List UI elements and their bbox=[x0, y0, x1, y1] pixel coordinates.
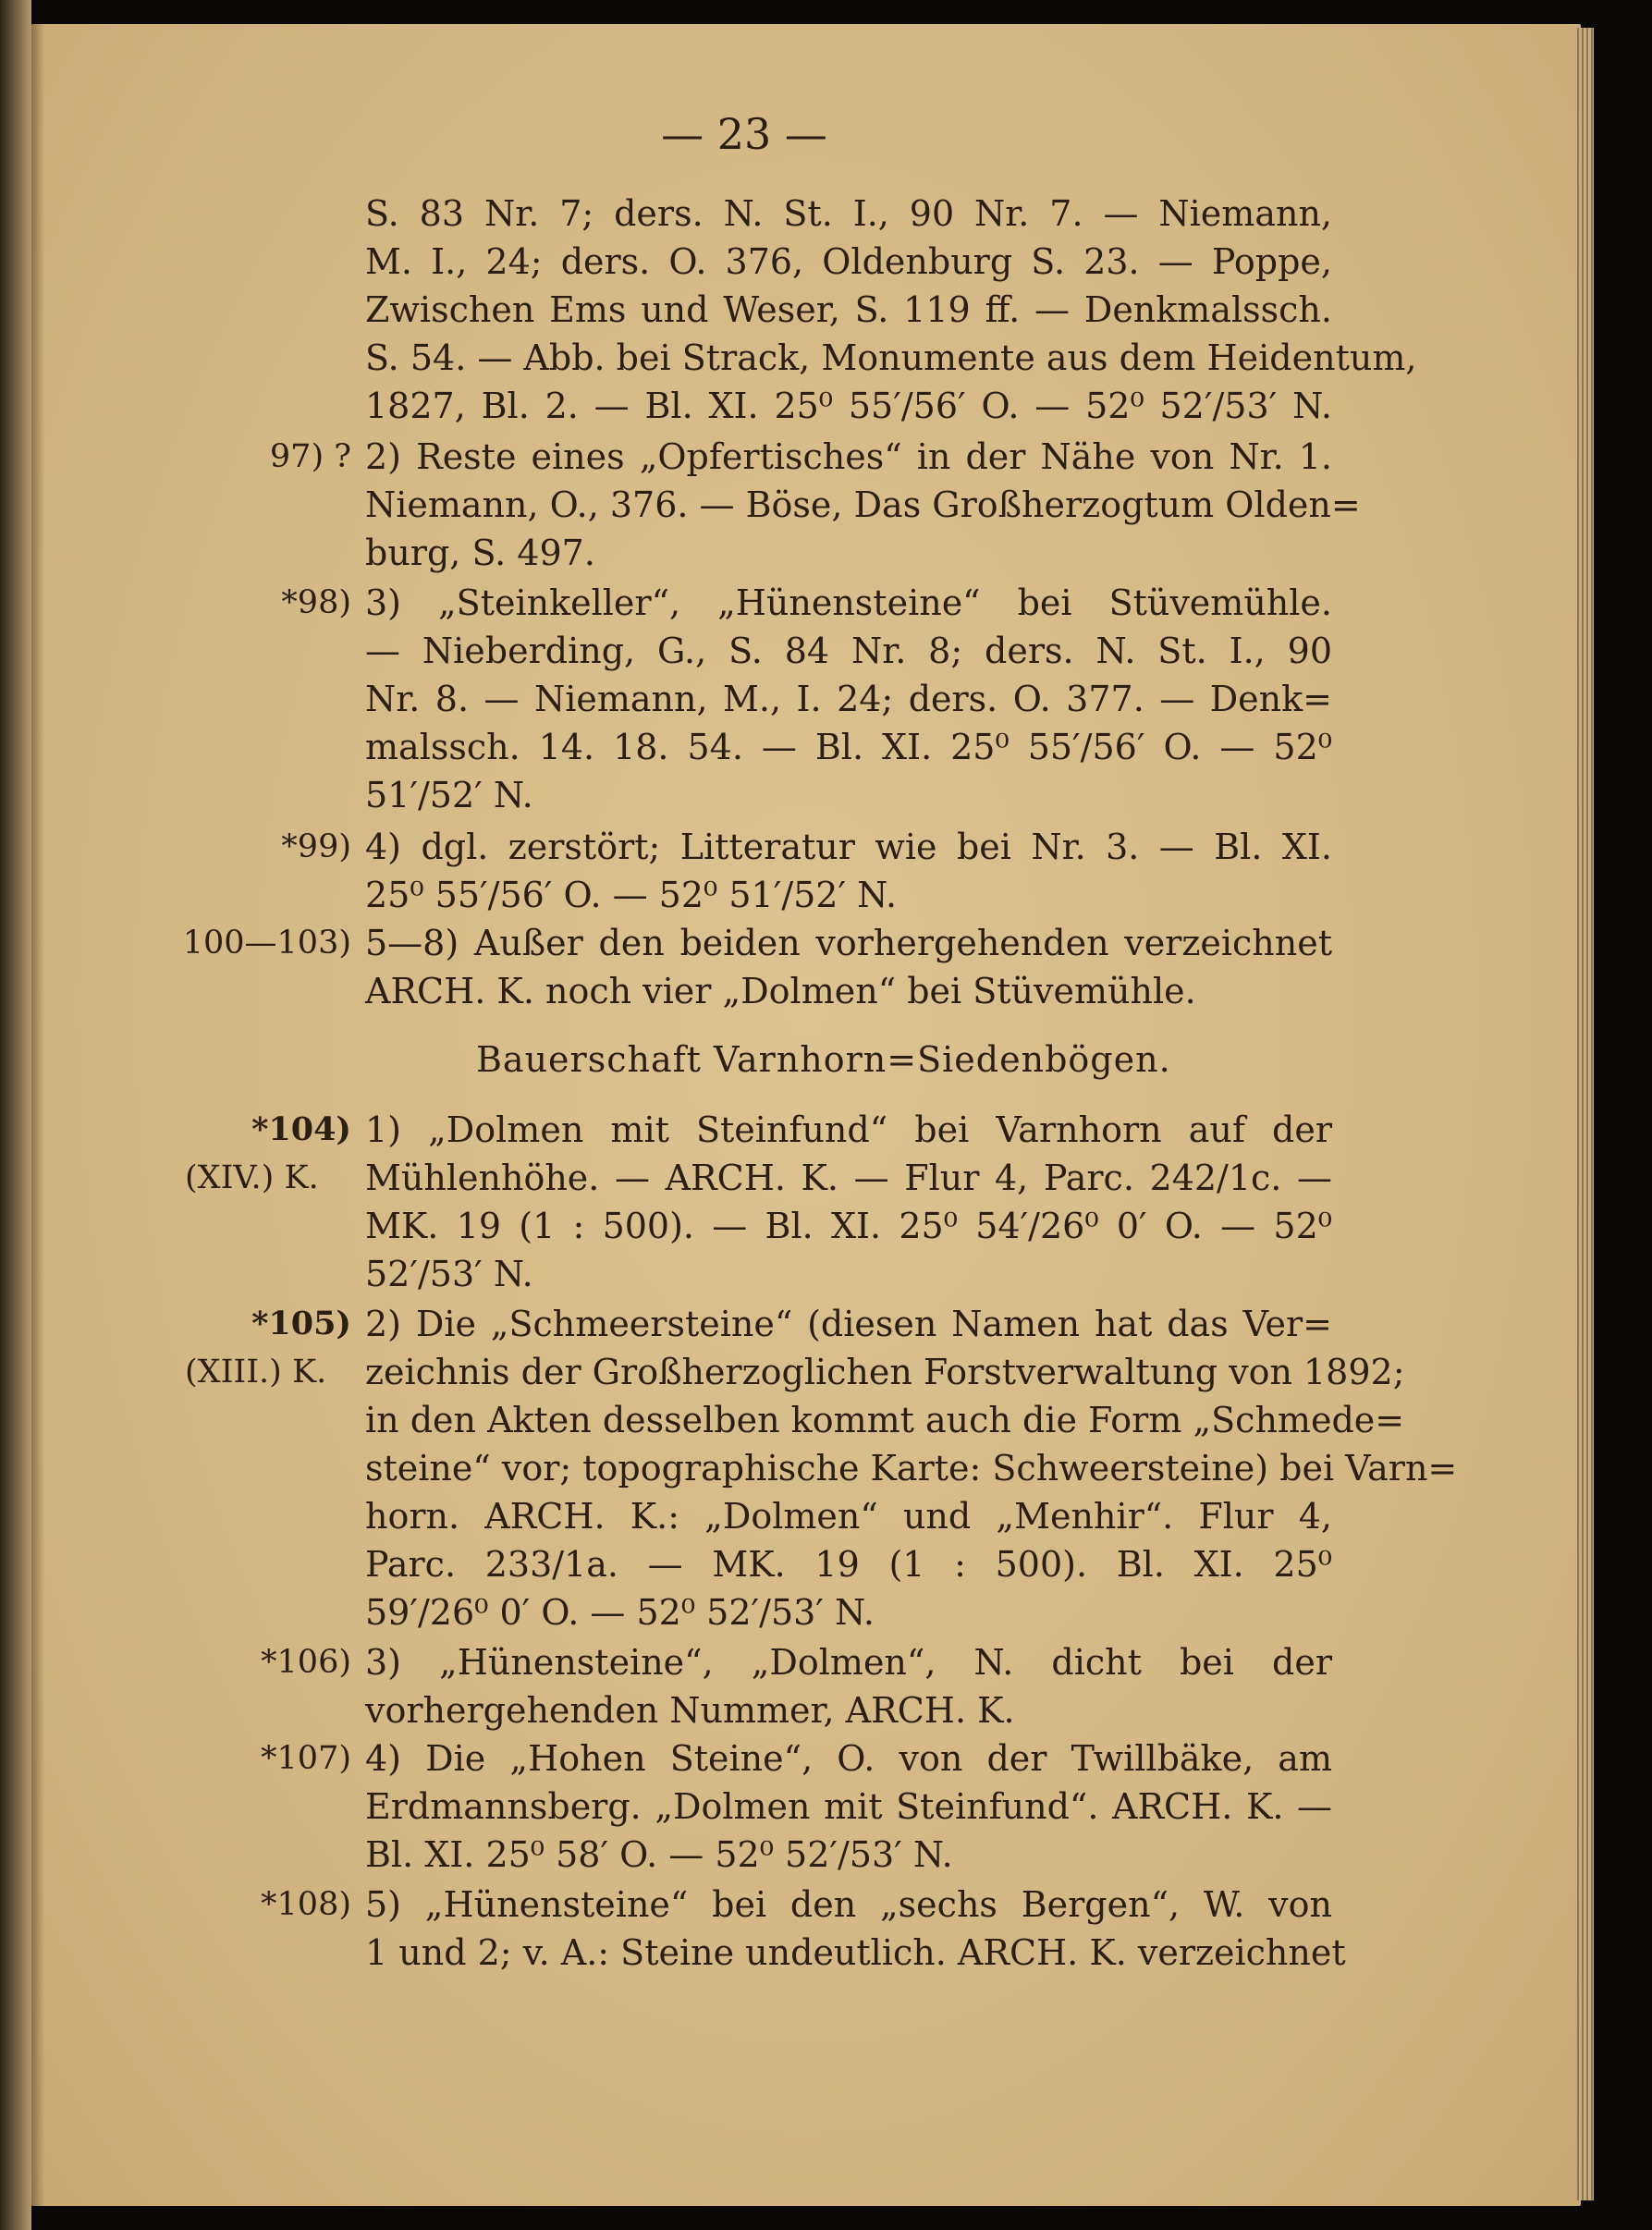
text-line: 5—8) Außer den beiden vorhergehenden verzeichnet bbox=[365, 923, 1332, 963]
entry-number: *98) bbox=[281, 584, 351, 621]
text-line: 1 und 2; v. A.: Steine undeutlich. ARCH. K. verzeichnet bbox=[365, 1932, 1346, 1973]
map-sheet-reference: (XIV.) K. bbox=[185, 1159, 319, 1196]
text-line: Niemann, O., 376. — Böse, Das Großherzogtum Olden= bbox=[365, 484, 1361, 525]
entry-number: *99) bbox=[281, 828, 351, 865]
text-line: 4) dgl. zerstört; Litteratur wie bei Nr. 3. — Bl. XI. bbox=[365, 827, 1332, 867]
text-line: ARCH. K. noch vier „Dolmen“ bei Stüvemühle. bbox=[365, 971, 1196, 1011]
entry-number: *105) bbox=[251, 1305, 351, 1342]
text-line: Nr. 8. — Niemann, M., I. 24; ders. O. 377. — Denk= bbox=[365, 679, 1332, 719]
text-line: 3) „Hünensteine“, „Dolmen“, N. dicht bei der bbox=[365, 1642, 1332, 1683]
text-line: Mühlenhöhe. — ARCH. K. — Flur 4, Parc. 242/1c. — bbox=[365, 1158, 1332, 1198]
page-fore-edge bbox=[1577, 28, 1594, 2200]
gutter-shadow bbox=[31, 24, 44, 2206]
text-line: 4) Die „Hohen Steine“, O. von der Twillbäke, am bbox=[365, 1738, 1332, 1779]
entry-number: *106) bbox=[261, 1644, 351, 1681]
text-line: vorhergehenden Nummer, ARCH. K. bbox=[365, 1690, 1015, 1731]
previous-page-edge bbox=[0, 0, 31, 2230]
text-line: 5) „Hünensteine“ bei den „sechs Bergen“, W. von bbox=[365, 1884, 1332, 1925]
text-line: Erdmannsberg. „Dolmen mit Steinfund“. ARCH. K. — bbox=[365, 1786, 1332, 1827]
text-line: S. 54. — Abb. bei Strack, Monumente aus dem Heidentum, bbox=[365, 337, 1417, 378]
text-line: 1) „Dolmen mit Steinfund“ bei Varnhorn auf der bbox=[365, 1109, 1332, 1150]
entry-number: *104) bbox=[251, 1110, 351, 1148]
text-line: Zwischen Ems und Weser, S. 119 ff. — Denkmalssch. bbox=[365, 289, 1332, 330]
text-line: 3) „Steinkeller“, „Hünensteine“ bei Stüvemühle. bbox=[365, 582, 1332, 623]
entry-number: *108) bbox=[261, 1886, 351, 1923]
text-line: S. 83 Nr. 7; ders. N. St. I., 90 Nr. 7. — Niemann, bbox=[365, 193, 1332, 234]
text-line: malssch. 14. 18. 54. — Bl. XI. 25⁰ 55′/56′ O. — 52⁰ bbox=[365, 727, 1332, 767]
text-line: 2) Die „Schmeersteine“ (diesen Namen hat das Ver= bbox=[365, 1304, 1332, 1344]
text-line: MK. 19 (1 : 500). — Bl. XI. 25⁰ 54′/26⁰ 0′ O. — 52⁰ bbox=[365, 1206, 1332, 1246]
text-line: in den Akten desselben kommt auch die Form „Schmede= bbox=[365, 1400, 1405, 1440]
text-line: burg, S. 497. bbox=[365, 533, 595, 573]
text-line: M. I., 24; ders. O. 376, Oldenburg S. 23. — Poppe, bbox=[365, 241, 1332, 282]
page-number: — 23 — bbox=[661, 109, 827, 159]
text-line: 1827, Bl. 2. — Bl. XI. 25⁰ 55′/56′ O. — 52⁰ 52′/53′ N. bbox=[365, 386, 1332, 426]
text-line: — Nieberding, G., S. 84 Nr. 8; ders. N. St. I., 90 bbox=[365, 631, 1332, 671]
entry-number: 100—103) bbox=[182, 925, 351, 962]
text-line: zeichnis der Großherzoglichen Forstverwaltung von 1892; bbox=[365, 1352, 1405, 1392]
entry-number: 97) ? bbox=[269, 438, 351, 475]
entry-number: *107) bbox=[261, 1740, 351, 1777]
section-heading: Bauerschaft Varnhorn=Siedenbögen. bbox=[476, 1039, 1171, 1080]
text-line: 59′/26⁰ 0′ O. — 52⁰ 52′/53′ N. bbox=[365, 1592, 875, 1633]
text-line: steine“ vor; topographische Karte: Schweersteine) bei Varn= bbox=[365, 1448, 1458, 1489]
text-line: 51′/52′ N. bbox=[365, 775, 533, 815]
text-line: Parc. 233/1a. — MK. 19 (1 : 500). Bl. XI. 25⁰ bbox=[365, 1544, 1332, 1585]
text-line: 25⁰ 55′/56′ O. — 52⁰ 51′/52′ N. bbox=[365, 875, 898, 915]
text-line: 52′/53′ N. bbox=[365, 1254, 533, 1294]
text-line: Bl. XI. 25⁰ 58′ O. — 52⁰ 52′/53′ N. bbox=[365, 1834, 953, 1875]
text-line: 2) Reste eines „Opfertisches“ in der Nähe von Nr. 1. bbox=[365, 436, 1332, 477]
text-line: horn. ARCH. K.: „Dolmen“ und „Menhir“. Flur 4, bbox=[365, 1496, 1332, 1537]
map-sheet-reference: (XIII.) K. bbox=[185, 1354, 327, 1391]
